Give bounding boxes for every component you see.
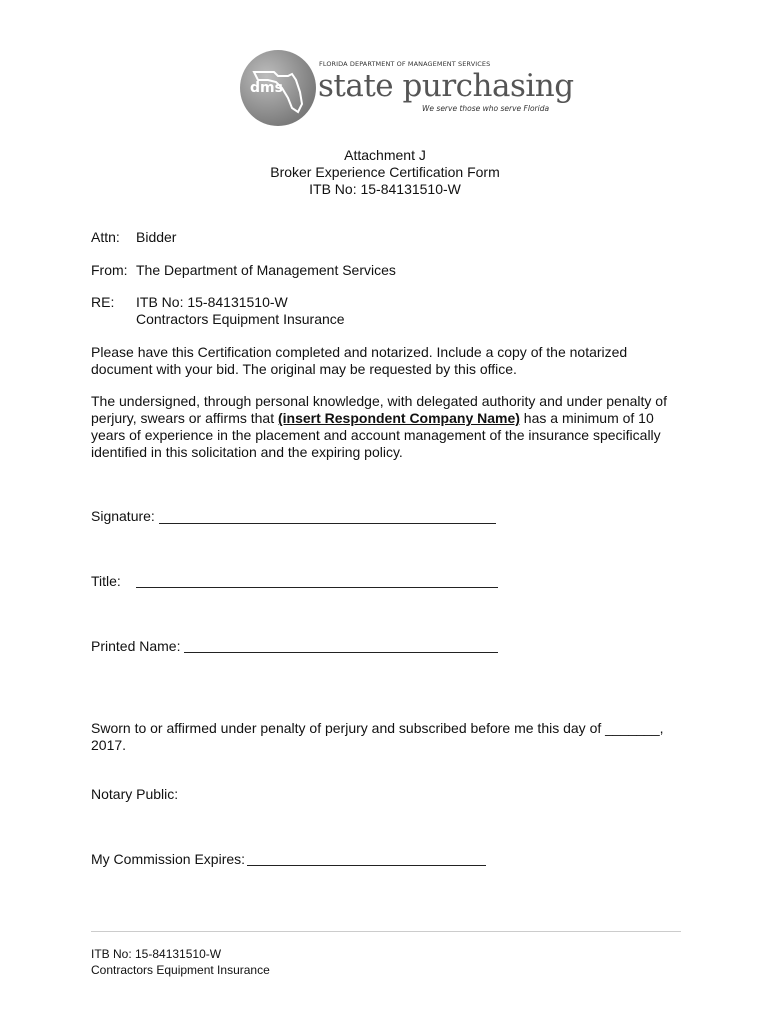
logo-agency: FLORIDA DEPARTMENT OF MANAGEMENT SERVICES xyxy=(319,60,491,68)
attn-label: Attn: xyxy=(91,229,120,245)
respondent-company-placeholder: (insert Respondent Company Name) xyxy=(277,410,520,426)
title-label: Title: xyxy=(91,573,121,589)
re-itb-number: ITB No: 15-84131510-W xyxy=(136,294,288,310)
footer-itb-number: ITB No: 15-84131510-W xyxy=(91,947,222,961)
itb-number-heading: ITB No: 15-84131510-W xyxy=(309,181,461,197)
instruction-line-1: Please have this Certification completed and notarized. Include a copy of the notarized xyxy=(91,344,628,360)
notary-public-label: Notary Public: xyxy=(91,786,179,802)
logo-title: state purchasing xyxy=(318,68,574,104)
title-line[interactable] xyxy=(136,572,498,588)
florida-seal-icon xyxy=(240,50,316,126)
commission-expires-line[interactable] xyxy=(247,850,486,866)
signature-line[interactable] xyxy=(159,508,496,524)
signature-label: Signature: xyxy=(91,508,155,524)
re-subject: Contractors Equipment Insurance xyxy=(136,311,345,327)
logo-tagline: We serve those who serve Florida xyxy=(422,104,550,113)
instruction-line-2: document with your bid. The original may be requested by this office. xyxy=(91,361,517,377)
attachment-title: Attachment J xyxy=(344,147,426,163)
sworn-line-2: 2017. xyxy=(91,737,127,753)
footer-divider xyxy=(91,931,681,932)
dms-logo xyxy=(240,50,574,132)
certification-line-1: The undersigned, through personal knowledge, with delegated authority and under penalty of xyxy=(91,393,667,409)
printed-name-label: Printed Name: xyxy=(91,638,181,654)
form-title: Broker Experience Certification Form xyxy=(270,164,500,180)
from-label: From: xyxy=(91,262,128,278)
commission-expires-label: My Commission Expires: xyxy=(91,851,246,867)
certification-line-2 xyxy=(91,410,654,427)
certification-line-4: identified in this solicitation and the expiring policy. xyxy=(91,444,403,460)
re-label: RE: xyxy=(91,294,115,310)
logo-badge-text: dms xyxy=(250,80,283,96)
sworn-line-1: Sworn to or affirmed under penalty of perjury and subscribed before me this day of _______, xyxy=(91,720,664,736)
certification-text-post: has a minimum of 10 xyxy=(519,410,654,426)
from-value: The Department of Management Services xyxy=(136,262,396,278)
certification-line-3: years of experience in the placement and account management of the insurance specifically xyxy=(91,427,661,443)
certification-text-pre: perjury, swears or affirms that xyxy=(91,410,278,426)
footer-subject: Contractors Equipment Insurance xyxy=(91,963,270,977)
attn-value: Bidder xyxy=(136,229,177,245)
printed-name-line[interactable] xyxy=(184,637,498,653)
